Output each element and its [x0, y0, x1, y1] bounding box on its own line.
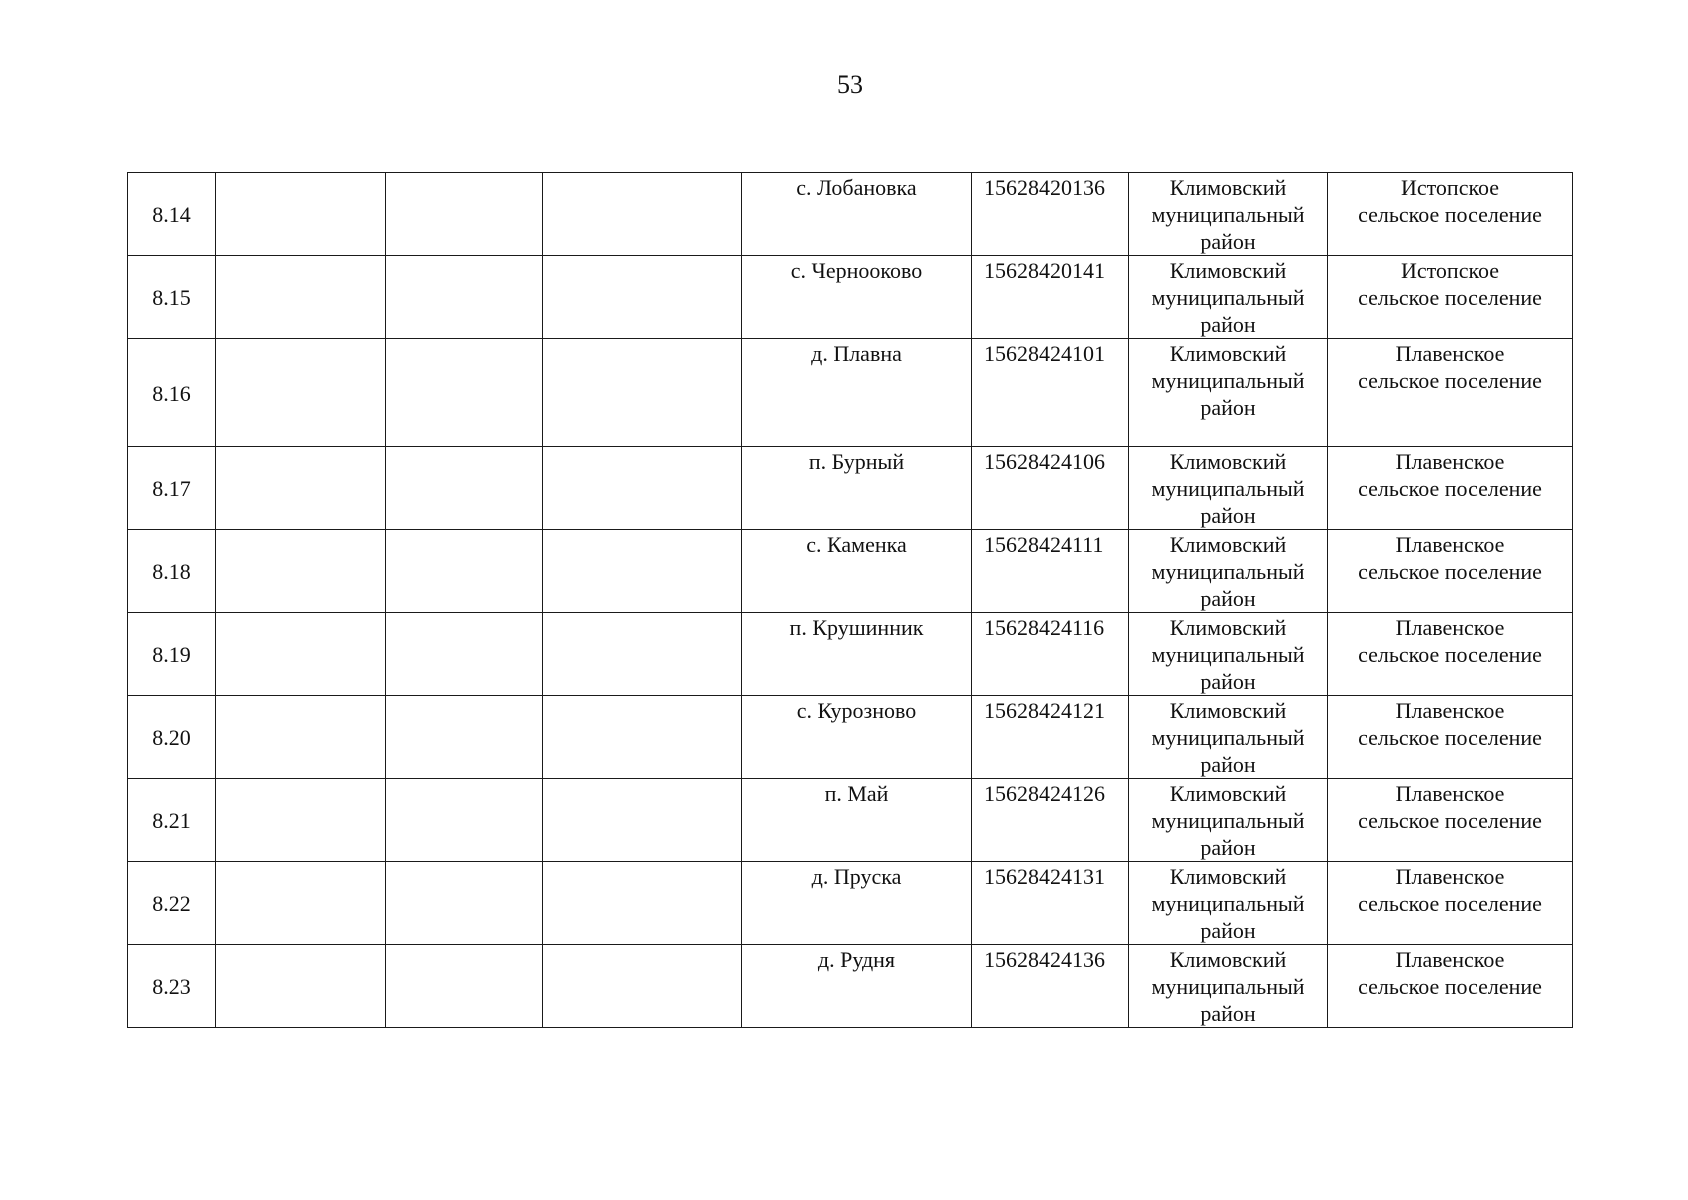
empty-cell	[543, 173, 742, 256]
empty-cell	[543, 530, 742, 613]
empty-cell	[216, 447, 386, 530]
okato-code-cell: 15628424116	[972, 613, 1129, 696]
settlement-line: сельское поселение	[1358, 202, 1542, 227]
district-line: Климовский	[1169, 864, 1287, 889]
empty-cell	[543, 256, 742, 339]
municipal-district-cell	[1129, 696, 1328, 779]
settlement-name-cell: с. Лобановка	[742, 173, 972, 256]
district-line: район	[1200, 312, 1256, 337]
row-number: 8.18	[128, 530, 216, 613]
settlement-line: Истопское	[1400, 258, 1500, 283]
settlement-line: сельское поселение	[1358, 725, 1542, 750]
table-row	[128, 945, 1573, 1028]
municipal-district-cell	[1129, 779, 1328, 862]
district-line: Климовский	[1169, 175, 1287, 200]
rural-settlement-cell	[1328, 613, 1573, 696]
settlement-line: Плавенское	[1395, 615, 1505, 640]
rural-settlement-cell	[1328, 862, 1573, 945]
settlement-line: сельское поселение	[1358, 808, 1542, 833]
settlement-line: сельское поселение	[1358, 476, 1542, 501]
okato-code-cell: 15628424106	[972, 447, 1129, 530]
okato-code-cell: 15628424111	[972, 530, 1129, 613]
district-line: район	[1200, 503, 1256, 528]
row-number: 8.16	[128, 339, 216, 447]
municipal-district-cell	[1129, 256, 1328, 339]
district-line: муниципальный	[1151, 368, 1305, 393]
empty-cell	[216, 173, 386, 256]
empty-cell	[216, 613, 386, 696]
empty-cell	[543, 779, 742, 862]
empty-cell	[216, 696, 386, 779]
empty-cell	[543, 696, 742, 779]
table-row	[128, 447, 1573, 530]
empty-cell	[386, 173, 543, 256]
municipal-district-cell	[1129, 530, 1328, 613]
okato-code-cell: 15628424131	[972, 862, 1129, 945]
table-row	[128, 613, 1573, 696]
rural-settlement-cell	[1328, 173, 1573, 256]
empty-cell	[216, 530, 386, 613]
table-row	[128, 779, 1573, 862]
rural-settlement-cell	[1328, 696, 1573, 779]
settlement-line: сельское поселение	[1358, 642, 1542, 667]
settlement-name-cell: д. Плавна	[742, 339, 972, 447]
district-line: район	[1200, 669, 1256, 694]
district-line: Климовский	[1169, 615, 1287, 640]
settlement-line: сельское поселение	[1358, 891, 1542, 916]
settlement-line: Плавенское	[1395, 449, 1505, 474]
settlement-name-cell: с. Курозново	[742, 696, 972, 779]
empty-cell	[543, 447, 742, 530]
empty-cell	[386, 530, 543, 613]
settlement-line: сельское поселение	[1358, 368, 1542, 393]
empty-cell	[543, 945, 742, 1028]
okato-code-cell: 15628424101	[972, 339, 1129, 447]
settlement-name-cell: п. Бурный	[742, 447, 972, 530]
okato-code-cell: 15628424126	[972, 779, 1129, 862]
empty-cell	[386, 945, 543, 1028]
empty-cell	[386, 256, 543, 339]
district-line: район	[1200, 586, 1256, 611]
municipal-district-cell	[1129, 339, 1328, 447]
empty-cell	[386, 613, 543, 696]
empty-cell	[216, 256, 386, 339]
settlements-table	[127, 172, 1573, 1028]
rural-settlement-cell	[1328, 779, 1573, 862]
okato-code-cell: 15628420136	[972, 173, 1129, 256]
district-line: муниципальный	[1151, 285, 1305, 310]
district-line: Климовский	[1169, 698, 1287, 723]
district-line: Климовский	[1169, 258, 1287, 283]
empty-cell	[216, 779, 386, 862]
empty-cell	[543, 613, 742, 696]
settlement-name-cell: д. Пруска	[742, 862, 972, 945]
row-number: 8.19	[128, 613, 216, 696]
municipal-district-cell	[1129, 173, 1328, 256]
district-line: муниципальный	[1151, 808, 1305, 833]
district-line: район	[1200, 1001, 1256, 1026]
district-line: муниципальный	[1151, 559, 1305, 584]
district-line: район	[1200, 752, 1256, 777]
row-number: 8.23	[128, 945, 216, 1028]
settlement-name-cell: д. Рудня	[742, 945, 972, 1028]
settlement-line: Плавенское	[1395, 532, 1505, 557]
empty-cell	[386, 779, 543, 862]
municipal-district-cell	[1129, 862, 1328, 945]
row-number: 8.15	[128, 256, 216, 339]
settlement-line: Истопское	[1400, 175, 1500, 200]
district-line: Климовский	[1169, 947, 1287, 972]
empty-cell	[216, 339, 386, 447]
table-row	[128, 696, 1573, 779]
district-line: Климовский	[1169, 781, 1287, 806]
row-number: 8.21	[128, 779, 216, 862]
empty-cell	[386, 339, 543, 447]
settlement-line: Плавенское	[1395, 698, 1505, 723]
district-line: район	[1200, 918, 1256, 943]
municipal-district-cell	[1129, 613, 1328, 696]
empty-cell	[216, 945, 386, 1028]
district-line: муниципальный	[1151, 974, 1305, 999]
row-number: 8.17	[128, 447, 216, 530]
table-row	[128, 530, 1573, 613]
empty-cell	[543, 339, 742, 447]
rural-settlement-cell	[1328, 447, 1573, 530]
settlement-name-cell: п. Май	[742, 779, 972, 862]
rural-settlement-cell	[1328, 945, 1573, 1028]
settlement-line: Плавенское	[1395, 781, 1505, 806]
settlement-name-cell: с. Каменка	[742, 530, 972, 613]
table-row	[128, 339, 1573, 447]
district-line: Климовский	[1169, 532, 1287, 557]
rural-settlement-cell	[1328, 256, 1573, 339]
okato-code-cell: 15628424136	[972, 945, 1129, 1028]
district-line: район	[1200, 835, 1256, 860]
district-line: муниципальный	[1151, 642, 1305, 667]
municipal-district-cell	[1129, 945, 1328, 1028]
okato-code-cell: 15628420141	[972, 256, 1129, 339]
empty-cell	[386, 447, 543, 530]
okato-code-cell: 15628424121	[972, 696, 1129, 779]
settlement-line: сельское поселение	[1358, 974, 1542, 999]
page-number: 53	[837, 70, 863, 99]
table-row	[128, 862, 1573, 945]
district-line: район	[1200, 229, 1256, 254]
row-number: 8.22	[128, 862, 216, 945]
settlement-name-cell: с. Чернооково	[742, 256, 972, 339]
table-row	[128, 256, 1573, 339]
settlement-line: Плавенское	[1395, 947, 1505, 972]
rural-settlement-cell	[1328, 339, 1573, 447]
empty-cell	[386, 862, 543, 945]
rural-settlement-cell	[1328, 530, 1573, 613]
district-line: Климовский	[1169, 449, 1287, 474]
district-line: муниципальный	[1151, 476, 1305, 501]
row-number: 8.14	[128, 173, 216, 256]
settlement-line: сельское поселение	[1358, 559, 1542, 584]
settlement-name-cell: п. Крушинник	[742, 613, 972, 696]
district-line: муниципальный	[1151, 891, 1305, 916]
district-line: муниципальный	[1151, 202, 1305, 227]
empty-cell	[386, 696, 543, 779]
empty-cell	[216, 862, 386, 945]
district-line: муниципальный	[1151, 725, 1305, 750]
settlement-line: Плавенское	[1395, 864, 1505, 889]
district-line: район	[1200, 395, 1256, 420]
settlement-line: сельское поселение	[1358, 285, 1542, 310]
settlement-line: Плавенское	[1395, 341, 1505, 366]
empty-cell	[543, 862, 742, 945]
row-number: 8.20	[128, 696, 216, 779]
table-row	[128, 173, 1573, 256]
municipal-district-cell	[1129, 447, 1328, 530]
district-line: Климовский	[1169, 341, 1287, 366]
